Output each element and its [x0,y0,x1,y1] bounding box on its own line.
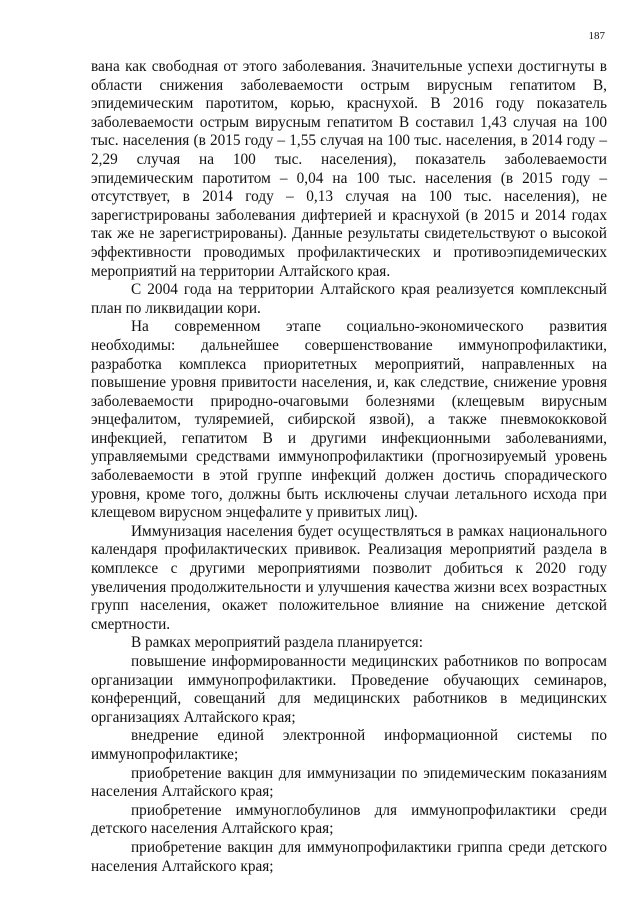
document-body [91,58,607,876]
paragraph-continuation: вана как свободная от этого заболевания. Значительные успехи достигнуты в области снижения заболеваемости острым вирусным гепатитом В, эпидемическим паротитом, корью, краснухой. В 2016 году показатель заболеваемости острым вирусным гепатитом В составил 1,43 случая на 100 тыс. населения (в 2015 году – 1,55 случая на 100 тыс. населения, в 2014 году – 2,29 случая на 100 тыс. населения), показатель заболеваемости эпидемическим паротитом – 0,04 на 100 тыс. населения (в 2015 году – отсутствует, в 2014 году – 0,13 случая на 100 тыс. населения), не зарегистрированы заболевания дифтерией и краснухой (в 2015 и 2014 годах так же не зарегистрированы). Данные результаты свидетельствуют о высокой эффективности проводимых профилактических и противоэпидемических мероприятий на территории Алтайского края. [91,58,607,280]
list-item-info-system: внедрение единой электронной информационной системы по иммунопрофилактике; [91,727,607,763]
list-item-flu-vaccines: приобретение вакцин для иммунопрофилактики гриппа среди детского населения Алтайского края; [91,838,607,875]
list-item-awareness: повышение информированности медицинских работников по вопросам организации иммунопрофилактики. Проведение обучающих семинаров, конференций, совещаний для медицинских работников в медицинских организациях Алтайского края; [91,653,607,726]
paragraph-immunization: Иммунизация населения будет осуществляться в рамках национального календаря профилактических прививок. Реализация мероприятий раздела в комплексе с другими мероприятиями позволит добиться к 2020 году увеличения продолжительности и улучшения качества жизни всех возрастных групп населения, окажет положительное влияние на снижение детской смертности. [91,522,607,633]
list-item-immunoglobulins: приобретение иммуноглобулинов для иммунопрофилактики среди детского населения Алтайского края; [91,801,607,838]
page-number: 187 [588,30,605,42]
list-item-epidemic-vaccines: приобретение вакцин для иммунизации по эпидемическим показаниям населения Алтайского края; [91,764,607,801]
paragraph-measles-plan: С 2004 года на территории Алтайского края реализуется комплексный план по ликвидации кори. [91,281,607,317]
paragraph-current-stage: На современном этапе социально-экономического развития необходимы: дальнейшее совершенствование иммунопрофилактики, разработка комплекса приоритетных мероприятий, направленных на повышение уровня привитости населения, и, как следствие, снижение уровня заболеваемости природно-очаговыми болезнями (клещевым вирусным энцефалитом, туляремией, сибирской язвой), а также пневмококковой инфекцией, гепатитом В и другими инфекционными заболеваниями, управляемыми средствами иммунопрофилактики (прогнозируемый уровень заболеваемости в этой группе инфекций должен достичь спорадического уровня, кроме того, должны быть исключены случаи летального исхода при клещевом вирусном энцефалите у привитых лиц). [91,318,607,522]
paragraph-planned-intro: В рамках мероприятий раздела планируется: [131,634,423,652]
